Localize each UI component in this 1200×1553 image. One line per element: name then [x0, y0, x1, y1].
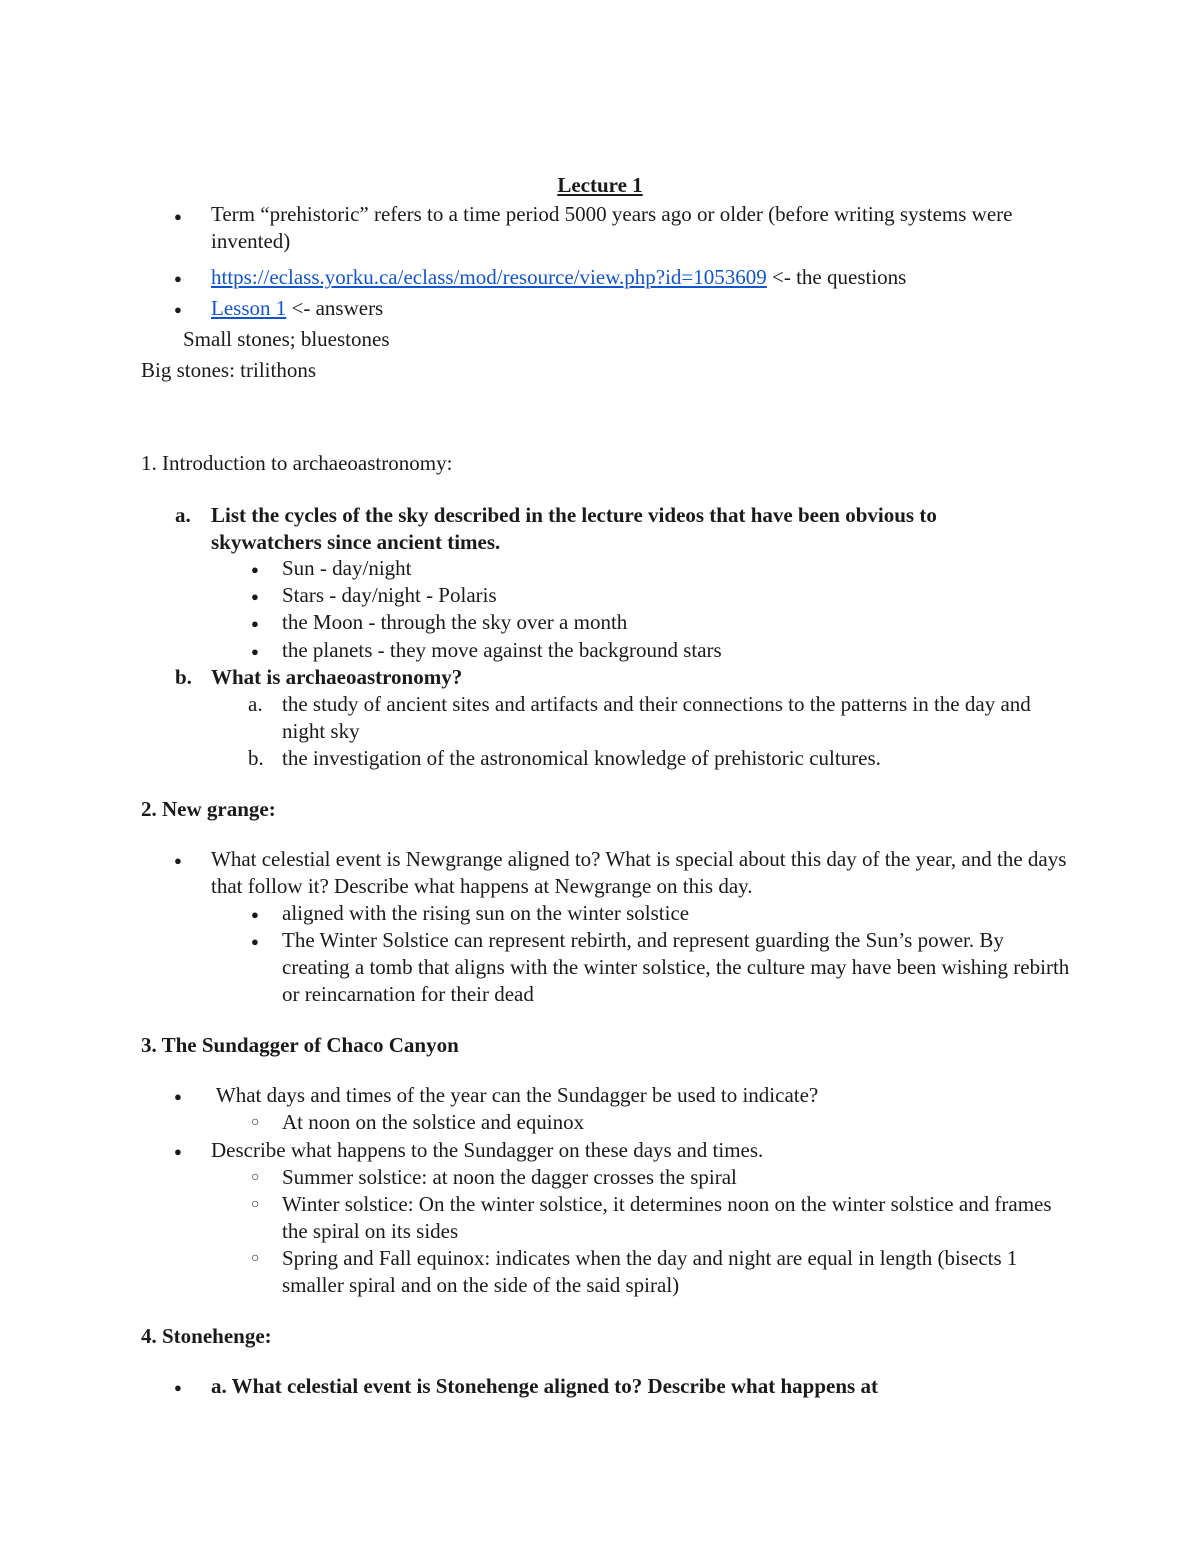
bullet-icon: ● [251, 616, 259, 631]
answer-b-marker: b. [248, 746, 264, 770]
sundagger-answer: Winter solstice: On the winter solstice, it determines noon on the winter solstice and frames the spiral on its sides [282, 1192, 1052, 1243]
bullet-icon: ● [251, 562, 259, 577]
cycle-item: Sun - day/night [282, 556, 412, 580]
question-a-marker: a. [175, 503, 191, 527]
sundagger-answer: At noon on the solstice and equinox [282, 1110, 585, 1134]
bullet-icon: ● [251, 589, 259, 604]
sundagger-answer: Summer solstice: at noon the dagger crosses the spiral [282, 1165, 737, 1189]
section-1-heading: 1. Introduction to archaeoastronomy: [141, 451, 453, 475]
bullet-icon: ● [251, 934, 259, 949]
questions-link[interactable]: https://eclass.yorku.ca/eclass/mod/resource/view.php?id=1053609 [211, 265, 767, 289]
stonehenge-question: a. What celestial event is Stonehenge aligned to? Describe what happens at [211, 1374, 878, 1398]
bullet-icon: ● [174, 302, 182, 317]
bullet-icon: ● [174, 1089, 182, 1104]
answers-link-suffix: <- answers [286, 296, 384, 320]
intro-bullet-questions [211, 264, 906, 291]
bullet-icon: ● [174, 853, 182, 868]
page-title: Lecture 1 [557, 173, 643, 197]
cycle-item: Stars - day/night - Polaris [282, 583, 497, 607]
question-b-marker: b. [175, 665, 192, 689]
lesson-1-link[interactable]: Lesson 1 [211, 296, 287, 320]
bullet-icon: ● [174, 1144, 182, 1159]
answer-b-marker: a. [248, 692, 263, 716]
circle-bullet-icon: ○ [251, 1197, 260, 1212]
newgrange-answer: aligned with the rising sun on the winter solstice [282, 901, 690, 925]
circle-bullet-icon: ○ [251, 1170, 260, 1185]
circle-bullet-icon: ○ [251, 1115, 260, 1130]
cycle-item: the planets - they move against the background stars [282, 638, 722, 662]
answer-b-item: the study of ancient sites and artifacts and their connections to the patterns in the day and night sky [282, 692, 1031, 743]
section-4-heading: 4. Stonehenge: [141, 1324, 272, 1348]
question-b: What is archaeoastronomy? [211, 665, 463, 689]
intro-bullet-prehistoric: Term “prehistoric” refers to a time period 5000 years ago or older (before writing systems were invented) [211, 202, 1013, 253]
bullet-icon: ● [174, 1380, 182, 1395]
section-2-heading: 2. New grange: [141, 797, 276, 821]
question-a: List the cycles of the sky described in the lecture videos that have been obvious to skywatchers since ancient times. [211, 503, 937, 554]
bullet-icon: ● [174, 209, 182, 224]
section-3-heading: 3. The Sundagger of Chaco Canyon [141, 1033, 459, 1057]
sundagger-question-2: Describe what happens to the Sundagger on these days and times. [211, 1138, 764, 1162]
intro-bullet-answers [211, 295, 383, 322]
sundagger-question-1: What days and times of the year can the Sundagger be used to indicate? [211, 1083, 819, 1107]
small-stones-line: Small stones; bluestones [183, 327, 390, 351]
big-stones-line: Big stones: trilithons [141, 358, 317, 382]
newgrange-question: What celestial event is Newgrange aligned to? What is special about this day of the year, and the days that follow it? Describe what happens at Newgrange on this day. [211, 847, 1067, 898]
newgrange-answer: The Winter Solstice can represent rebirth, and represent guarding the Sun’s power. By creating a tomb that aligns with the winter solstice, the culture may have been wishing rebirth or reincarnation for their dead [282, 928, 1070, 1006]
bullet-icon: ● [174, 271, 182, 286]
sundagger-answer: Spring and Fall equinox: indicates when the day and night are equal in length (bisects 1 smaller spiral and on the side of the said spiral) [282, 1246, 1018, 1297]
bullet-icon: ● [251, 644, 259, 659]
circle-bullet-icon: ○ [251, 1251, 260, 1266]
cycle-item: the Moon - through the sky over a month [282, 610, 628, 634]
questions-link-suffix: <- the questions [766, 265, 907, 289]
bullet-icon: ● [251, 907, 259, 922]
answer-b-item: the investigation of the astronomical knowledge of prehistoric cultures. [282, 746, 881, 770]
